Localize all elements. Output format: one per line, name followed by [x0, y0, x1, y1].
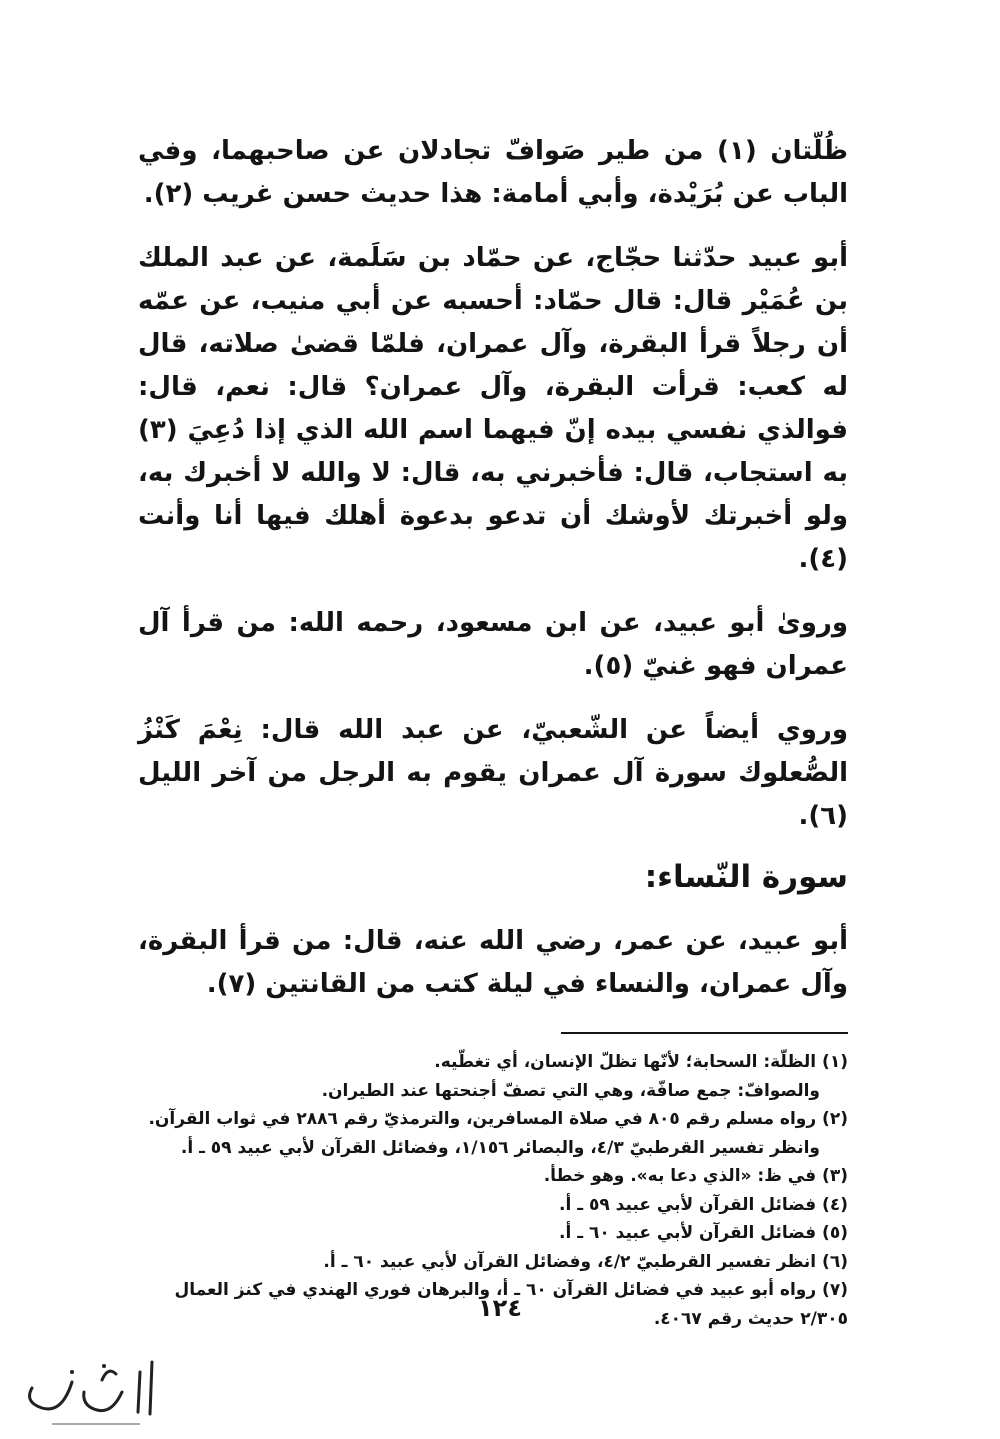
- footnotes: [138, 1048, 848, 1333]
- section-paragraph: أبو عبيد، عن عمر، رضي الله عنه، قال: من قرأ البقرة، وآل عمران، والنساء في ليلة كتب من القانتين (٧).: [138, 926, 848, 999]
- footnote-2: (٢) رواه مسلم رقم ٨٠٥ في صلاة المسافرين، والترمذيّ رقم ٢٨٨٦ في ثواب القرآن.: [148, 1109, 848, 1129]
- footnote-5: (٥) فضائل القرآن لأبي عبيد ٦٠ ـ أ.: [559, 1223, 848, 1243]
- paragraph-3: وروىٰ أبو عبيد، عن ابن مسعود، رحمه الله: من قرأ آل عمران فهو غنيّ (٥).: [138, 608, 848, 681]
- section-title: سورة النّساء:: [644, 859, 848, 895]
- footnote-1: (١) الظلّة: السحابة؛ لأنّها تظلّ الإنسان، أي تغطّيه.: [434, 1052, 848, 1072]
- publisher-logo: [12, 1352, 162, 1432]
- footnote-4: (٤) فضائل القرآن لأبي عبيد ٥٩ ـ أ.: [559, 1194, 848, 1215]
- footnote-divider: [561, 1032, 848, 1034]
- page-number: ١٢٤: [478, 1294, 522, 1322]
- footnote-2-continued: وانظر تفسير القرطبيّ ٤/٣، والبصائر ١/١٥٦، وفضائل القرآن لأبي عبيد ٥٩ ـ أ.: [180, 1137, 820, 1158]
- footnote-1-continued: والصوافّ: جمع صافّة، وهي التي تصفّ أجنحتها عند الطيران.: [321, 1080, 820, 1101]
- footnote-3: (٣) في ظ: «الذي دعا به». وهو خطأ.: [543, 1166, 848, 1186]
- footnote-6: (٦) انظر تفسير القرطبيّ ٤/٢، وفضائل القرآن لأبي عبيد ٦٠ ـ أ.: [323, 1251, 848, 1272]
- paragraph-2: أبو عبيد حدّثنا حجّاج، عن حمّاد بن سَلَمة، عن عبد الملك بن عُمَيْر قال: قال حمّاد: أحسبه عن أبي منيب، عن عمّه أن رجلاً قرأ البقرة، وآل عمران، فلمّا قضىٰ صلاته، قال له كعب: قرأت البقرة، وآل عمران؟ قال: نعم، قال: فوالذي نفسي بيده إنّ فيهما اسم الله الذي إذا دُعِيَ (٣) به استجاب، قال: فأخبرني به، قال: لا والله لا أخبرك به، ولو أخبرتك لأوشك أن تدعو بدعوة أهلك فيها أنا وأنت (٤).: [138, 243, 848, 574]
- footnote-7: (٧) رواه أبو عبيد في فضائل القرآن ٦٠ ـ أ، والبرهان فوري الهندي في كنز العمال ٢/٣٠٥ حديث رقم ٤٠٦٧.: [174, 1280, 848, 1329]
- paragraph-1: ظُلّتان (١) من طير صَوافّ تجادلان عن صاحبهما، وفي الباب عن بُرَيْدة، وأبي أمامة: هذا حديث حسن غريب (٢).: [138, 136, 849, 209]
- paragraph-4: وروي أيضاً عن الشّعبيّ، عن عبد الله قال: نِعْمَ كَنْزُ الصُّعلوك سورة آل عمران يقوم به الرجل من آخر الليل (٦).: [138, 715, 848, 831]
- page-content: [138, 130, 848, 1333]
